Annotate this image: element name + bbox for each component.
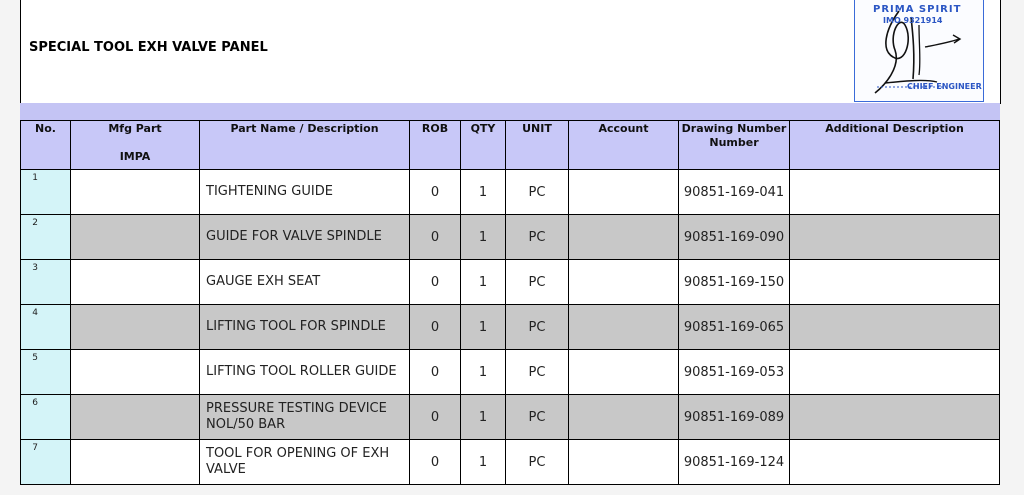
- table-row: [21, 350, 1000, 395]
- cell-rob: 0: [410, 170, 461, 215]
- cell-mfg-part: [71, 395, 200, 440]
- cell-mfg-part: [71, 440, 200, 485]
- col-header-no: No.: [21, 121, 71, 170]
- cell-no: 2: [21, 215, 71, 260]
- table-header-row: [21, 121, 1000, 170]
- cell-part-name: GAUGE EXH SEAT: [200, 260, 410, 305]
- cell-account: [569, 350, 679, 395]
- col-header-account: Account: [569, 121, 679, 170]
- cell-part-name: TOOL FOR OPENING OF EXH VALVE: [200, 440, 410, 485]
- cell-rob: 0: [410, 215, 461, 260]
- col-header-qty: QTY: [461, 121, 506, 170]
- cell-qty: 1: [461, 350, 506, 395]
- cell-qty: 1: [461, 305, 506, 350]
- cell-account: [569, 440, 679, 485]
- cell-unit: PC: [506, 305, 569, 350]
- cell-no: 1: [21, 170, 71, 215]
- cell-additional: [790, 440, 1000, 485]
- cell-drawing-number: 90851-169-089: [679, 395, 790, 440]
- parts-table: [20, 120, 1000, 485]
- table-row: [21, 215, 1000, 260]
- cell-no: 5: [21, 350, 71, 395]
- ship-stamp: [854, 0, 984, 102]
- cell-unit: PC: [506, 260, 569, 305]
- stamp-imo: IMO 9321914: [883, 16, 943, 25]
- header-band: [20, 103, 1000, 120]
- cell-drawing-number: 90851-169-124: [679, 440, 790, 485]
- cell-qty: 1: [461, 260, 506, 305]
- cell-additional: [790, 215, 1000, 260]
- cell-additional: [790, 350, 1000, 395]
- table-row: [21, 440, 1000, 485]
- cell-no: 4: [21, 305, 71, 350]
- cell-no: 6: [21, 395, 71, 440]
- cell-rob: 0: [410, 305, 461, 350]
- table-row: [21, 260, 1000, 305]
- cell-rob: 0: [410, 440, 461, 485]
- cell-account: [569, 170, 679, 215]
- cell-mfg-part: [71, 350, 200, 395]
- cell-part-name: GUIDE FOR VALVE SPINDLE: [200, 215, 410, 260]
- col-header-impa-label: IMPA: [119, 150, 151, 163]
- cell-unit: PC: [506, 215, 569, 260]
- cell-qty: 1: [461, 395, 506, 440]
- cell-qty: 1: [461, 215, 506, 260]
- table-row: [21, 305, 1000, 350]
- cell-rob: 0: [410, 395, 461, 440]
- cell-no: 3: [21, 260, 71, 305]
- col-header-part-name: Part Name / Description: [200, 121, 410, 170]
- document-header: [20, 0, 1001, 104]
- cell-no: 7: [21, 440, 71, 485]
- cell-additional: [790, 170, 1000, 215]
- cell-drawing-number: 90851-169-090: [679, 215, 790, 260]
- cell-part-name: PRESSURE TESTING DEVICE NOL/50 BAR: [200, 395, 410, 440]
- cell-part-name: LIFTING TOOL FOR SPINDLE: [200, 305, 410, 350]
- cell-rob: 0: [410, 260, 461, 305]
- col-header-rob: ROB: [410, 121, 461, 170]
- col-header-unit: UNIT: [506, 121, 569, 170]
- cell-rob: 0: [410, 350, 461, 395]
- stamp-ship-name: PRIMA SPIRIT: [873, 4, 962, 15]
- cell-account: [569, 305, 679, 350]
- cell-drawing-number: 90851-169-065: [679, 305, 790, 350]
- col-header-mfg-label: Mfg Part: [108, 122, 162, 135]
- table-row: [21, 170, 1000, 215]
- cell-account: [569, 260, 679, 305]
- cell-drawing-number: 90851-169-053: [679, 350, 790, 395]
- cell-additional: [790, 395, 1000, 440]
- cell-mfg-part: [71, 215, 200, 260]
- cell-unit: PC: [506, 170, 569, 215]
- cell-mfg-part: [71, 170, 200, 215]
- col-header-mfg-part: [71, 121, 200, 170]
- cell-additional: [790, 305, 1000, 350]
- cell-unit: PC: [506, 350, 569, 395]
- cell-qty: 1: [461, 170, 506, 215]
- cell-part-name: LIFTING TOOL ROLLER GUIDE: [200, 350, 410, 395]
- document-title: SPECIAL TOOL EXH VALVE PANEL: [29, 40, 268, 55]
- cell-part-name: TIGHTENING GUIDE: [200, 170, 410, 215]
- cell-account: [569, 215, 679, 260]
- table-row: [21, 395, 1000, 440]
- cell-drawing-number: 90851-169-150: [679, 260, 790, 305]
- col-header-drawing: Drawing Number Number: [679, 121, 790, 170]
- cell-unit: PC: [506, 395, 569, 440]
- cell-unit: PC: [506, 440, 569, 485]
- col-header-additional: Additional Description: [790, 121, 1000, 170]
- stamp-title: CHIEF ENGINEER: [907, 82, 982, 91]
- cell-account: [569, 395, 679, 440]
- cell-additional: [790, 260, 1000, 305]
- cell-mfg-part: [71, 260, 200, 305]
- cell-drawing-number: 90851-169-041: [679, 170, 790, 215]
- cell-mfg-part: [71, 305, 200, 350]
- cell-qty: 1: [461, 440, 506, 485]
